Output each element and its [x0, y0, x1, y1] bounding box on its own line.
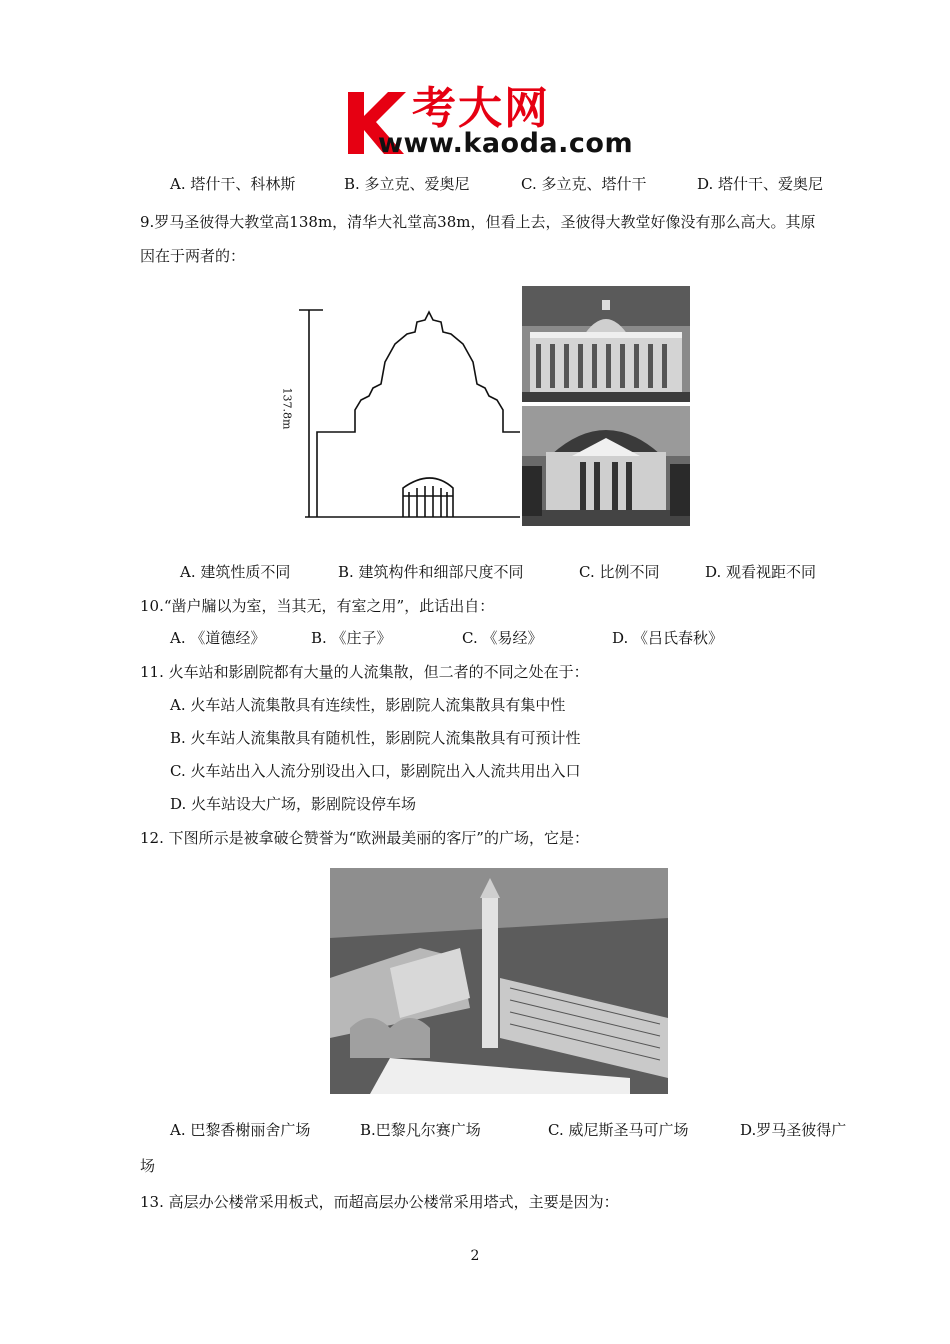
q9-option-b: B. 建筑构件和细部尺度不同: [338, 563, 524, 581]
st-peters-photo: [522, 286, 690, 402]
st-marks-square-photo: [330, 868, 668, 1094]
q12-option-c: C. 威尼斯圣马可广场: [548, 1121, 689, 1139]
q10-option-c: C. 《易经》: [462, 629, 543, 647]
q11-option-a: A. 火车站人流集散具有连续性，影剧院人流集散具有集中性: [170, 696, 566, 714]
q12-option-b: B.巴黎凡尔赛广场: [360, 1121, 481, 1139]
q9-stem-line2: 因在于两者的：: [140, 247, 246, 265]
q8-option-b: B. 多立克、爱奥尼: [344, 175, 470, 193]
q9-stem-line1: 9.罗马圣彼得大教堂高138m，清华大礼堂高38m，但看上去，圣彼得大教堂好像没有那么高大。其原: [140, 213, 816, 231]
q12-stem: 12. 下图所示是被拿破仑赞誉为“欧洲最美丽的客厅”的广场，它是：: [140, 829, 589, 847]
q8-option-c: C. 多立克、塔什干: [521, 175, 647, 193]
q8-option-a: A. 塔什干、科林斯: [170, 175, 296, 193]
q11-option-d: D. 火车站设大广场，影剧院设停车场: [170, 795, 417, 813]
q8-option-d: D. 塔什干、爱奥尼: [697, 175, 824, 193]
q9-option-c: C. 比例不同: [579, 563, 660, 581]
q9-option-d: D. 观看视距不同: [705, 563, 817, 581]
q11-option-b: B. 火车站人流集散具有随机性，影剧院人流集散具有可预计性: [170, 729, 581, 747]
q11-option-c: C. 火车站出入人流分别设出入口，影剧院出入人流共用出入口: [170, 762, 581, 780]
q10-option-a: A. 《道德经》: [170, 629, 266, 647]
q10-stem: 10.“凿户牖以为室，当其无，有室之用”，此话出自：: [140, 597, 495, 615]
q9-option-a: A. 建筑性质不同: [180, 563, 291, 581]
q13-stem: 13. 高层办公楼常采用板式，而超高层办公楼常采用塔式，主要是因为：: [140, 1193, 619, 1211]
q12-option-a: A. 巴黎香榭丽舍广场: [170, 1121, 311, 1139]
q9-elevation-sketch: [295, 292, 525, 528]
page-number: 2: [470, 1248, 480, 1264]
q12-option-d: D.罗马圣彼得广: [740, 1121, 847, 1139]
q11-stem: 11. 火车站和影剧院都有大量的人流集散，但二者的不同之处在于：: [140, 663, 589, 681]
q12-option-d-wrap: 场: [140, 1157, 156, 1175]
q10-option-d: D. 《吕氏春秋》: [612, 629, 724, 647]
logo-brand-text: 考大网: [412, 83, 550, 134]
q10-option-b: B. 《庄子》: [311, 629, 392, 647]
tsinghua-auditorium-photo: [522, 406, 690, 526]
q9-height-label: 137.8m: [280, 387, 294, 430]
logo-url-text: www.kaoda.com: [378, 128, 634, 159]
